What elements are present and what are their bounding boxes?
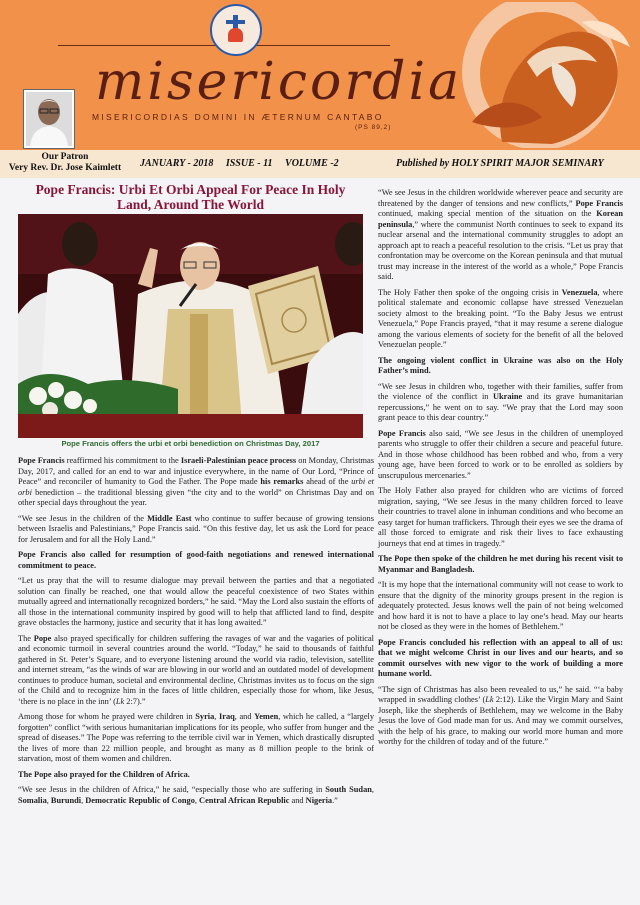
- misericordia-logo: [210, 4, 262, 56]
- masthead-title: misericordia: [95, 52, 463, 112]
- paragraph: Pope Francis also said, “We see Jesus in the children of unemployed parents who struggle to offer their children a secure and peaceful future. And in those whose childhood has been robbed and who, from a very young age, have been forced to work or to be enrolled as soldiers by unscrupulous mercenaries.”: [378, 428, 623, 480]
- paragraph: The Pope also prayed specifically for children suffering the ravages of war and the vagaries of political and economic turmoil in several countries around the world. “Today,” he said to thousands of faithful gathered in St. Peter’s Square, and to everyone listening around the world via radio, television, satellite and internet stream, “as the winds of war are blowing in our world and an outdated model of development continues to produce human, societal and environmental decline, Christmas invites us to focus on the sign of the Child and to recognize him in the faces of little children, especially those for whom, like Jesus, ‘there is no place in the inn’ (Lk 2:7).”: [18, 633, 374, 706]
- subheading: The ongoing violent conflict in Ukraine was also on the Holy Father’s mind.: [378, 355, 623, 375]
- issue-info: [140, 158, 349, 169]
- pope-benediction-image: [18, 214, 363, 438]
- masthead-banner: [0, 0, 640, 150]
- patron-portrait: [26, 92, 72, 146]
- article-headline: Pope Francis: Urbi Et Orbi Appeal For Peace In Holy Land, Around The World: [35, 182, 346, 212]
- paragraph: The Holy Father also prayed for children who are victims of forced migration, saying, “We see Jesus in the many children forced to leave their countries to travel alone in inhuman conditions and who become an easy target for human traffickers. Through their eyes we see the drama of all those forced to emigrate and risk their lives to face exhausting journeys that end at times in tragedy.”: [378, 486, 623, 548]
- paragraph: “Let us pray that the will to resume dialogue may prevail between the parties and that a negotiated solution can finally be reached, one that would allow the peaceful coexistence of two States within mutually agreed and internationally recognized borders,” he said. “May the Lord also sustain the efforts of all those in the international community inspired by good will to help that afflicted land to find, despite grave obstacles the harmony, justice and security that it has long awaited.”: [18, 576, 374, 627]
- subheading: Pope Francis concluded his reflection with an appeal to all of us: that we might welcome Christ in our lives and our hearts, and so commit ourselves with new vigor to the work of building a more humane world.: [378, 637, 623, 678]
- subheading: Pope Francis also called for resumption of good-faith negotiations and renewed international commitment to peace.: [18, 550, 374, 570]
- heart-icon: [228, 28, 243, 42]
- paragraph: Pope Francis reaffirmed his commitment to the Israeli-Palestinian peace process on Monday, Christmas Day, 2017, and called for an end to war and injustice everywhere, in the name of Our Lord, “Prince of Peace” and reconciler of humanity to God the Father. The Pope made his remarks ahead of the urbi et orbi benediction – the traditional blessing given “the city and to the world” on Christmas Day and on other special days throughout the year.: [18, 456, 374, 507]
- subheading: The Pope also prayed for the Children of Africa.: [18, 769, 190, 779]
- issue-volume: VOLUME -2: [285, 158, 339, 169]
- embrace-artwork: [432, 2, 638, 148]
- photo-caption: Pope Francis offers the urbi et orbi benediction on Christmas Day, 2017: [61, 439, 320, 448]
- article-right-column: [378, 188, 623, 753]
- article-photo: [18, 214, 363, 438]
- article-left-column: [18, 456, 374, 811]
- masthead-motto: MISERICORDIAS DOMINI IN ÆTERNUM CANTABO: [92, 112, 384, 122]
- masthead-reference: (PS 89,2): [355, 124, 392, 131]
- paragraph: The Holy Father then spoke of the ongoing crisis in Venezuela, where political stalemate and economic collapse have stressed Venezuelan society almost to the breaking point. “To the Baby Jesus we entrust Venezuela,” Pope Francis prayed, “that it may resume a serene dialogue among the various elements of society for the benefit of all the beloved Venezuelan people.”: [378, 287, 623, 349]
- patron-heading: Our Patron: [41, 152, 89, 162]
- patron-label: [6, 152, 124, 174]
- subheading: The Pope then spoke of the children he met during his recent visit to Myanmar and Bangladesh.: [378, 554, 623, 574]
- paragraph: “We see Jesus in the children of Africa,” he said, “especially those who are suffering in South Sudan, Somalia, Burundi, Democratic Republic of Congo, Central African Republic and Nigeria.”: [18, 785, 374, 805]
- patron-name: Very Rev. Dr. Jose Kaimlett: [8, 163, 122, 173]
- publisher-label: Published by HOLY SPIRIT MAJOR SEMINARY: [396, 158, 604, 169]
- paragraph: “We see Jesus in children who, together with their families, suffer from the violence of the conflict in Ukraine and its grave humanitarian repercussions,” he went on to say. “We pray that the Lord may soon grant peace to this dear country.”: [378, 381, 623, 422]
- issue-date: JANUARY - 2018: [140, 158, 214, 169]
- patron-photo: [24, 90, 74, 148]
- paragraph: Among those for whom he prayed were children in Syria, Iraq, and Yemen, which he called, a “largely forgotten” conflict “with serious humanitarian implications for its people, who suffer from hunger and the spread of diseases.” The Pope was referring to the terrible civil war in Yemen, which drastically disrupted the lives of more than 22 million people, and brought as many as 8 million people to the brink of starvation, most of them women and children.: [18, 712, 375, 763]
- paragraph: “We see Jesus in the children worldwide wherever peace and security are threatened by the danger of tensions and new conflicts,” Pope Francis continued, making special mention of the situation on the Korean peninsula,” where the communist North continues to seek to expand its nuclear arsenal and the international community struggles to adopt an approach apt to reach a peaceful resolution to the crisis. “Let us pray that confrontation may be overcome on the Korean peninsula and that mutual trust may increase in the interest of the world as a whole,” Pope Francis said.: [378, 188, 623, 281]
- paragraph: “The sign of Christmas has also been revealed to us,” he said. “‘a baby wrapped in swaddling clothes’ (Lk 2:12). Like the Virgin Mary and Saint Joseph, like the shepherds of Bethlehem, may we welcome in the Baby Jesus the love of God made man for us. And may we commit ourselves, with the help of his grace, to making our world more human and more worthy for the children of today and of the future.”: [378, 684, 623, 746]
- paragraph: “We see Jesus in the children of the Middle East who continue to suffer because of growing tensions between Israelis and Palestinians,” Pope Francis said. “On this festive day, let us ask the Lord for peace for Jerusalem and for all the Holy Land.”: [18, 513, 374, 544]
- paragraph: “It is my hope that the international community will not cease to work to ensure that the dignity of the minority groups present in the region is adequately protected. Jesus knows well the pain of not being welcomed and how hard it is not to have a place to lay one’s head. May our hearts not be closed as they were in the homes of Bethlehem.”: [378, 580, 623, 631]
- issue-number: ISSUE - 11: [225, 158, 273, 169]
